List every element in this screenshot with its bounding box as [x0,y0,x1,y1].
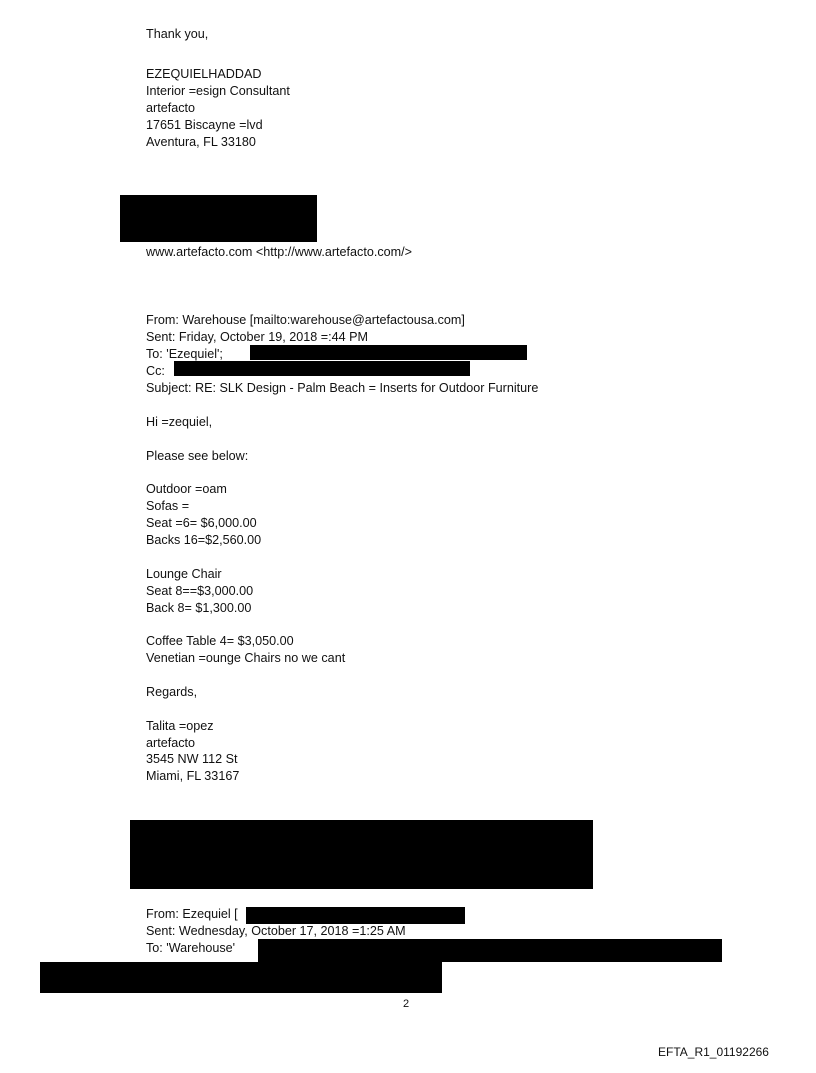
sender-title: Interior =esign Consultant [146,84,290,98]
price-line: Seat =6= $6,000.00 [146,516,257,530]
price-line: Lounge Chair [146,567,222,581]
regards: Regards, [146,685,198,699]
email2-from: From: Ezequiel [ [146,907,238,921]
price-line: Sofas = [146,499,190,513]
price-line: Coffee Table 4= $3,050.00 [146,634,294,648]
email1-to: To: 'Ezequiel'; [146,347,223,361]
redaction [120,195,317,242]
email1-sent: Sent: Friday, October 19, 2018 =:44 PM [146,330,369,344]
sig-line: artefacto [146,736,196,750]
email2-sent: Sent: Wednesday, October 17, 2018 =1:25 AM [146,924,406,938]
price-line: Venetian =ounge Chairs no we cant [146,651,346,665]
email1-cc: Cc: [146,364,165,378]
redaction [246,907,465,924]
page-number: 2 [403,998,410,1010]
sig-line: 3545 NW 112 St [146,752,238,766]
footer-id: EFTA_R1_01192266 [658,1045,769,1059]
sig-line: Miami, FL 33167 [146,769,240,783]
price-line: Seat 8==$3,000.00 [146,584,254,598]
price-line: Back 8= $1,300.00 [146,601,252,615]
sender-address1: 17651 Biscayne =lvd [146,118,263,132]
email1-from: From: Warehouse [mailto:warehouse@artefactousa.com] [146,313,465,327]
greeting: Hi =zequiel, [146,415,213,429]
redaction [130,820,593,889]
intro: Please see below: [146,449,249,463]
email2-to: To: 'Warehouse' [146,941,236,955]
redaction [174,361,470,376]
redaction [40,962,442,993]
price-line: Outdoor =oam [146,482,227,496]
sig-line: Talita =opez [146,719,214,733]
email1-subject: Subject: RE: SLK Design - Palm Beach = Inserts for Outdoor Furniture [146,381,539,395]
price-line: Backs 16=$2,560.00 [146,533,262,547]
sender-address2: Aventura, FL 33180 [146,135,256,149]
sender-name: EZEQUIELHADDAD [146,67,262,81]
website-link[interactable]: www.artefacto.com <http://www.artefacto.com/> [146,245,412,259]
redaction [250,345,527,360]
sender-company: artefacto [146,101,196,115]
redaction [258,939,722,962]
closing: Thank you, [146,27,209,41]
